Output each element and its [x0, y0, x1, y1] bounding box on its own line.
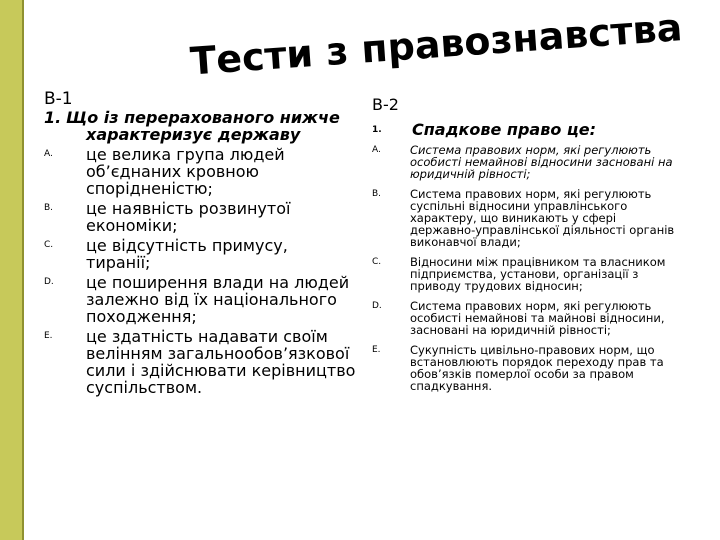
- option-d: [44, 274, 356, 325]
- option-text: Система правових норм, які регулюють особисті немайнові відносини засновані на юридичній рівності;: [410, 143, 673, 181]
- slide-title-text: Тести з правознавства: [188, 5, 684, 84]
- option-c: [44, 237, 356, 271]
- option-text: це відсутність примусу, тиранії;: [86, 236, 288, 272]
- option-letter: E.: [44, 331, 53, 341]
- option-letter: B.: [372, 189, 382, 199]
- variant-1-label: В-1: [44, 89, 73, 109]
- option-text: Система правових норм, які регулюють суспільні відносини управлінського характеру, що виникають у сфері державно-управлінської діяльності органів виконавчої влади;: [410, 187, 675, 249]
- variant-1-options: [44, 146, 356, 396]
- option-letter: D.: [372, 301, 382, 311]
- option-letter: A.: [44, 149, 53, 159]
- slide-title: [180, 5, 684, 90]
- question-text: Що із перерахованого нижче характеризує державу: [66, 108, 340, 144]
- option-c: [372, 256, 682, 292]
- option-b: [44, 200, 356, 234]
- option-e: [372, 344, 682, 392]
- variant-1-column: [44, 90, 356, 396]
- option-text: Система правових норм, які регулюють особисті немайнові та майнові відносини, засновані на юридичній рівності;: [410, 299, 665, 337]
- option-letter: A.: [372, 145, 381, 155]
- variant-2-column: [372, 96, 682, 392]
- question-text: Спадкове право це:: [412, 120, 597, 139]
- question-number: 1.: [372, 125, 382, 135]
- left-decorative-bar: [0, 0, 22, 540]
- option-text: Відносини між працівником та власником підприємства, установи, організації з приводу трудових відносин;: [410, 255, 666, 293]
- option-b: [372, 188, 682, 248]
- option-d: [372, 300, 682, 336]
- option-e: [44, 328, 356, 396]
- option-text: це здатність надавати своїм велінням загальнообов’язкової сили і здійснювати керівництво суспільством.: [86, 327, 356, 397]
- variant-2-label: В-2: [372, 95, 399, 114]
- option-letter: E.: [372, 345, 381, 355]
- left-bar-divider: [22, 0, 24, 540]
- option-letter: C.: [372, 257, 382, 267]
- option-letter: B.: [44, 203, 54, 213]
- question-number: 1.: [44, 108, 62, 127]
- variant-1-question: [44, 109, 356, 143]
- option-text: це наявність розвинутої економіки;: [86, 199, 291, 235]
- option-a: [372, 144, 682, 180]
- option-text: Сукупність цивільно-правових норм, що встановлюють порядок переходу прав та обов’язків померлої особи за правом спадкування.: [410, 343, 664, 393]
- option-letter: C.: [44, 240, 54, 250]
- variant-2-options: [372, 144, 682, 392]
- variant-2-question: [372, 120, 682, 140]
- option-letter: D.: [44, 277, 54, 287]
- option-text: це поширення влади на людей залежно від їх національного походження;: [86, 273, 350, 326]
- option-text: це велика група людей об’єднаних кровною спорідненістю;: [86, 145, 285, 198]
- option-a: [44, 146, 356, 197]
